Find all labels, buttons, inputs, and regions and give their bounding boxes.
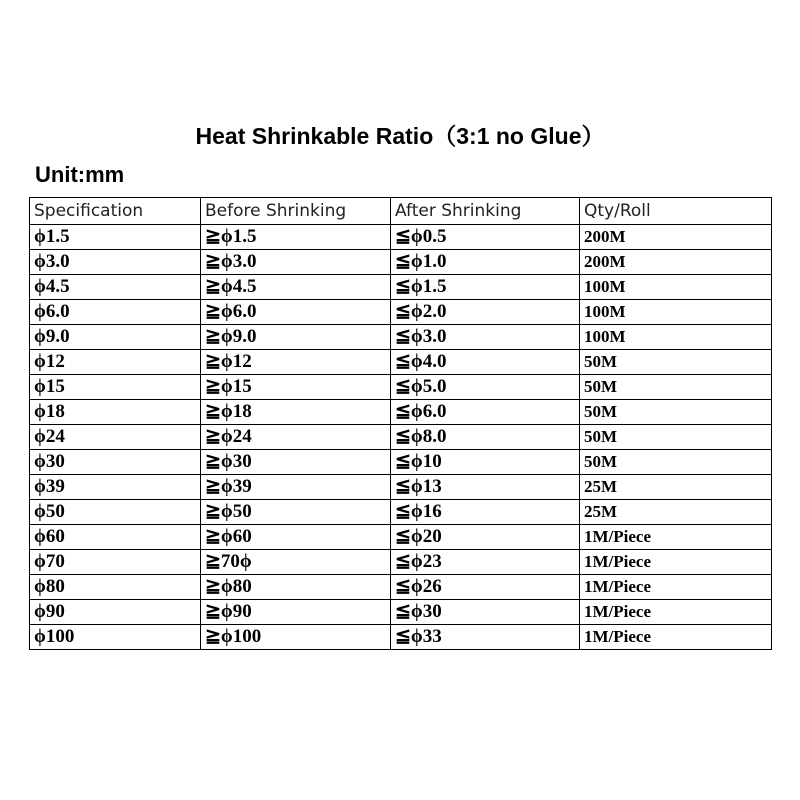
- cell-qty-roll: 50M: [580, 350, 772, 375]
- table-row: [30, 450, 772, 475]
- cell-specification: ϕ6.0: [30, 300, 201, 325]
- cell-qty-roll: 1M/Piece: [580, 550, 772, 575]
- cell-before-shrinking: ≧ϕ6.0: [201, 300, 391, 325]
- cell-qty-roll: 1M/Piece: [580, 625, 772, 650]
- header-after-shrinking: After Shrinking: [391, 198, 580, 225]
- cell-before-shrinking: ≧ϕ1.5: [201, 225, 391, 250]
- cell-specification: ϕ12: [30, 350, 201, 375]
- table-row: [30, 225, 772, 250]
- cell-before-shrinking: ≧ϕ9.0: [201, 325, 391, 350]
- table-row: [30, 375, 772, 400]
- cell-after-shrinking: ≦ϕ33: [391, 625, 580, 650]
- cell-specification: ϕ18: [30, 400, 201, 425]
- cell-qty-roll: 25M: [580, 500, 772, 525]
- cell-after-shrinking: ≦ϕ4.0: [391, 350, 580, 375]
- cell-specification: ϕ39: [30, 475, 201, 500]
- cell-after-shrinking: ≦ϕ23: [391, 550, 580, 575]
- cell-qty-roll: 100M: [580, 300, 772, 325]
- cell-specification: ϕ50: [30, 500, 201, 525]
- cell-after-shrinking: ≦ϕ20: [391, 525, 580, 550]
- cell-before-shrinking: ≧ϕ4.5: [201, 275, 391, 300]
- cell-qty-roll: 1M/Piece: [580, 525, 772, 550]
- cell-qty-roll: 50M: [580, 450, 772, 475]
- cell-specification: ϕ30: [30, 450, 201, 475]
- cell-before-shrinking: ≧ϕ30: [201, 450, 391, 475]
- cell-after-shrinking: ≦ϕ16: [391, 500, 580, 525]
- header-qty-roll: Qty/Roll: [580, 198, 772, 225]
- cell-qty-roll: 100M: [580, 325, 772, 350]
- cell-after-shrinking: ≦ϕ8.0: [391, 425, 580, 450]
- table-row: [30, 500, 772, 525]
- cell-after-shrinking: ≦ϕ3.0: [391, 325, 580, 350]
- cell-before-shrinking: ≧ϕ39: [201, 475, 391, 500]
- table-row: [30, 350, 772, 375]
- cell-after-shrinking: ≦ϕ0.5: [391, 225, 580, 250]
- header-before-shrinking: Before Shrinking: [201, 198, 391, 225]
- cell-after-shrinking: ≦ϕ1.5: [391, 275, 580, 300]
- cell-before-shrinking: ≧ϕ24: [201, 425, 391, 450]
- cell-before-shrinking: ≧ϕ3.0: [201, 250, 391, 275]
- header-row: [30, 198, 772, 225]
- table-row: [30, 300, 772, 325]
- unit-label: Unit:mm: [35, 162, 125, 187]
- cell-after-shrinking: ≦ϕ13: [391, 475, 580, 500]
- cell-after-shrinking: ≦ϕ30: [391, 600, 580, 625]
- cell-qty-roll: 1M/Piece: [580, 575, 772, 600]
- table-row: [30, 475, 772, 500]
- table-row: [30, 425, 772, 450]
- cell-qty-roll: 50M: [580, 375, 772, 400]
- table-row: [30, 525, 772, 550]
- cell-specification: ϕ15: [30, 375, 201, 400]
- cell-specification: ϕ80: [30, 575, 201, 600]
- table-row: [30, 550, 772, 575]
- cell-specification: ϕ70: [30, 550, 201, 575]
- table-row: [30, 600, 772, 625]
- cell-specification: ϕ100: [30, 625, 201, 650]
- cell-after-shrinking: ≦ϕ1.0: [391, 250, 580, 275]
- cell-qty-roll: 200M: [580, 225, 772, 250]
- cell-before-shrinking: ≧ϕ80: [201, 575, 391, 600]
- cell-specification: ϕ60: [30, 525, 201, 550]
- cell-specification: ϕ90: [30, 600, 201, 625]
- cell-before-shrinking: ≧ϕ90: [201, 600, 391, 625]
- cell-after-shrinking: ≦ϕ5.0: [391, 375, 580, 400]
- table-row: [30, 325, 772, 350]
- table-row: [30, 250, 772, 275]
- cell-before-shrinking: ≧ϕ18: [201, 400, 391, 425]
- cell-before-shrinking: ≧ϕ100: [201, 625, 391, 650]
- table-row: [30, 625, 772, 650]
- cell-before-shrinking: ≧ϕ50: [201, 500, 391, 525]
- cell-specification: ϕ9.0: [30, 325, 201, 350]
- cell-specification: ϕ3.0: [30, 250, 201, 275]
- cell-before-shrinking: ≧70ϕ: [201, 550, 391, 575]
- cell-after-shrinking: ≦ϕ26: [391, 575, 580, 600]
- cell-before-shrinking: ≧ϕ60: [201, 525, 391, 550]
- cell-specification: ϕ4.5: [30, 275, 201, 300]
- cell-qty-roll: 50M: [580, 425, 772, 450]
- cell-qty-roll: 100M: [580, 275, 772, 300]
- cell-qty-roll: 25M: [580, 475, 772, 500]
- spec-table: [29, 197, 772, 650]
- table-row: [30, 275, 772, 300]
- cell-qty-roll: 50M: [580, 400, 772, 425]
- table-row: [30, 400, 772, 425]
- page-title: Heat Shrinkable Ratio（3:1 no Glue）: [195, 123, 605, 149]
- table-header: [30, 198, 772, 225]
- cell-specification: ϕ1.5: [30, 225, 201, 250]
- table-row: [30, 575, 772, 600]
- cell-qty-roll: 1M/Piece: [580, 600, 772, 625]
- cell-before-shrinking: ≧ϕ12: [201, 350, 391, 375]
- header-specification: Specification: [30, 198, 201, 225]
- cell-after-shrinking: ≦ϕ10: [391, 450, 580, 475]
- table-body: [30, 225, 772, 650]
- cell-qty-roll: 200M: [580, 250, 772, 275]
- cell-after-shrinking: ≦ϕ6.0: [391, 400, 580, 425]
- cell-after-shrinking: ≦ϕ2.0: [391, 300, 580, 325]
- cell-specification: ϕ24: [30, 425, 201, 450]
- cell-before-shrinking: ≧ϕ15: [201, 375, 391, 400]
